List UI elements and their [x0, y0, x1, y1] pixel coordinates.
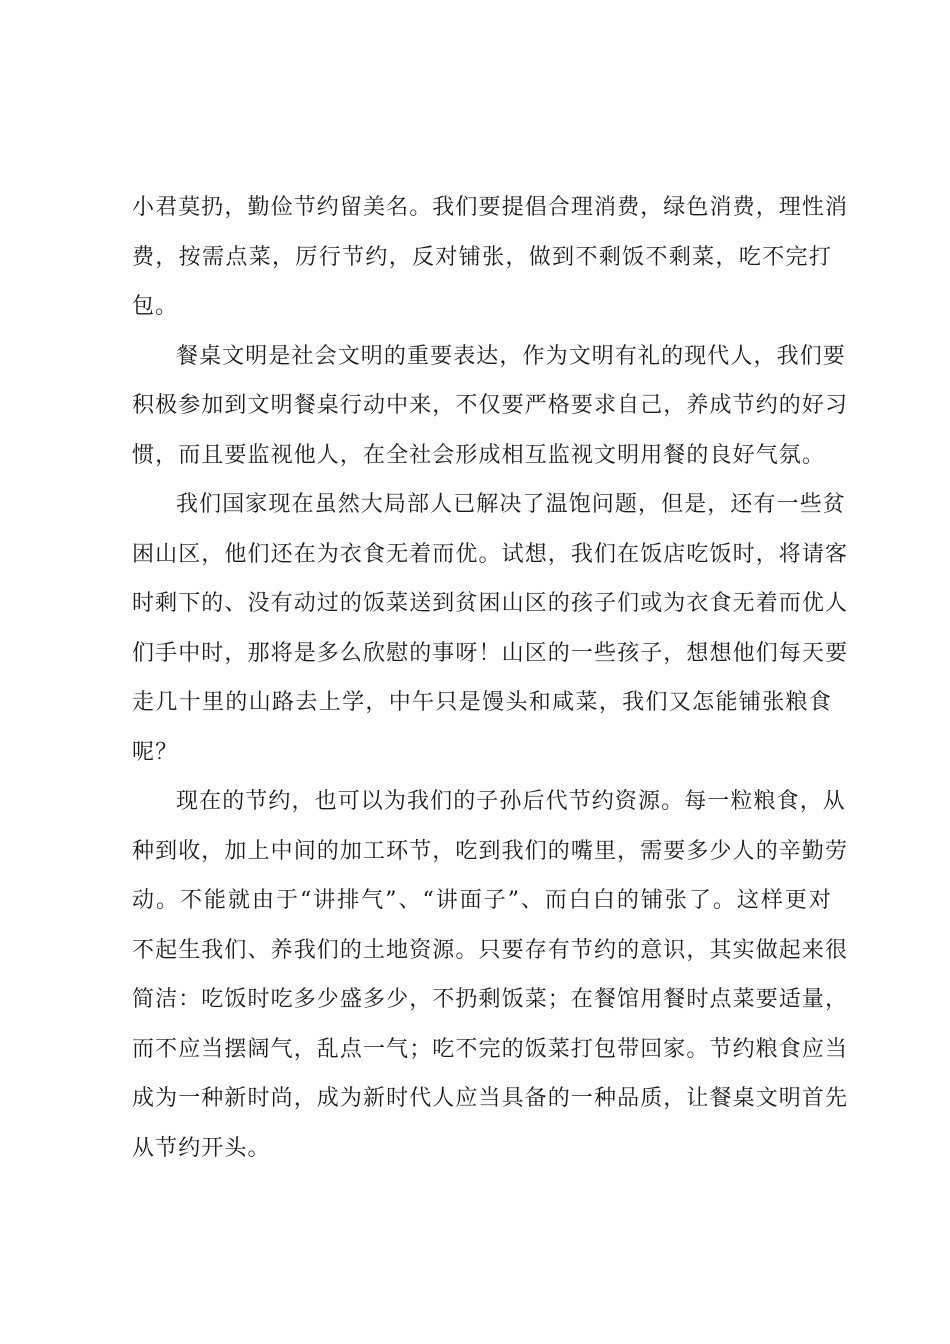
- text-line: 呢？: [132, 739, 179, 765]
- text-line: 积极参加到文明餐桌行动中来，不仅要严格要求自己，养成节约的好习: [132, 393, 849, 418]
- text-line: 包。: [132, 294, 179, 319]
- paragraph: [132, 480, 849, 777]
- text-line: 现在的节约，也可以为我们的子孙后代节约资源。每一粒粮食，从: [176, 789, 846, 814]
- text-line: 时剩下的、没有动过的饭菜送到贫困山区的孩子们或为衣食无着而优人: [132, 591, 849, 616]
- text-line: 小君莫扔，勤俭节约留美名。我们要提倡合理消费，绿色消费，理性消: [132, 195, 849, 220]
- paragraph: [132, 777, 849, 1173]
- document-body: [132, 183, 849, 1173]
- text-line: 困山区，他们还在为衣食无着而优。试想，我们在饭店吃饭时，将请客: [132, 541, 849, 567]
- text-line: 惯，而且要监视他人，在全社会形成相互监视文明用餐的良好气氛。: [132, 442, 826, 468]
- text-line: 走几十里的山路去上学，中午只是馒头和咸菜，我们又怎能铺张粮食: [132, 690, 832, 715]
- text-line: 费，按需点菜，厉行节约，反对铺张，做到不剩饭不剩菜，吃不完打: [132, 244, 832, 270]
- text-line: 动。不能就由于“讲排气”、“讲面子”、而白白的铺张了。这样更对: [132, 888, 832, 913]
- text-line: 餐桌文明是社会文明的重要表达，作为文明有礼的现代人，我们要: [176, 343, 846, 369]
- text-line: 我们国家现在虽然大局部人已解决了温饱问题，但是，还有一些贫: [176, 492, 846, 517]
- text-line: 简洁：吃饭时吃多少盛多少，不扔剩饭菜；在餐馆用餐时点菜要适量，: [132, 987, 849, 1012]
- text-line: 种到收，加上中间的加工环节，吃到我们的嘴里，需要多少人的辛勤劳: [132, 838, 849, 864]
- text-line: 不起生我们、养我们的土地资源。只要存有节约的意识，其实做起来很: [132, 937, 849, 963]
- text-line: 成为一种新时尚，成为新时代人应当具备的一种品质，让餐桌文明首先: [132, 1086, 849, 1111]
- text-line: 从节约开头。: [132, 1135, 271, 1161]
- text-line: 们手中时，那将是多么欣慰的事呀！山区的一些孩子，想想他们每天要: [132, 640, 849, 666]
- paragraph: [132, 332, 849, 481]
- text-line: 而不应当摆阔气，乱点一气；吃不完的饭菜打包带回家。节约粮食应当: [132, 1036, 849, 1062]
- paragraph: [132, 183, 849, 332]
